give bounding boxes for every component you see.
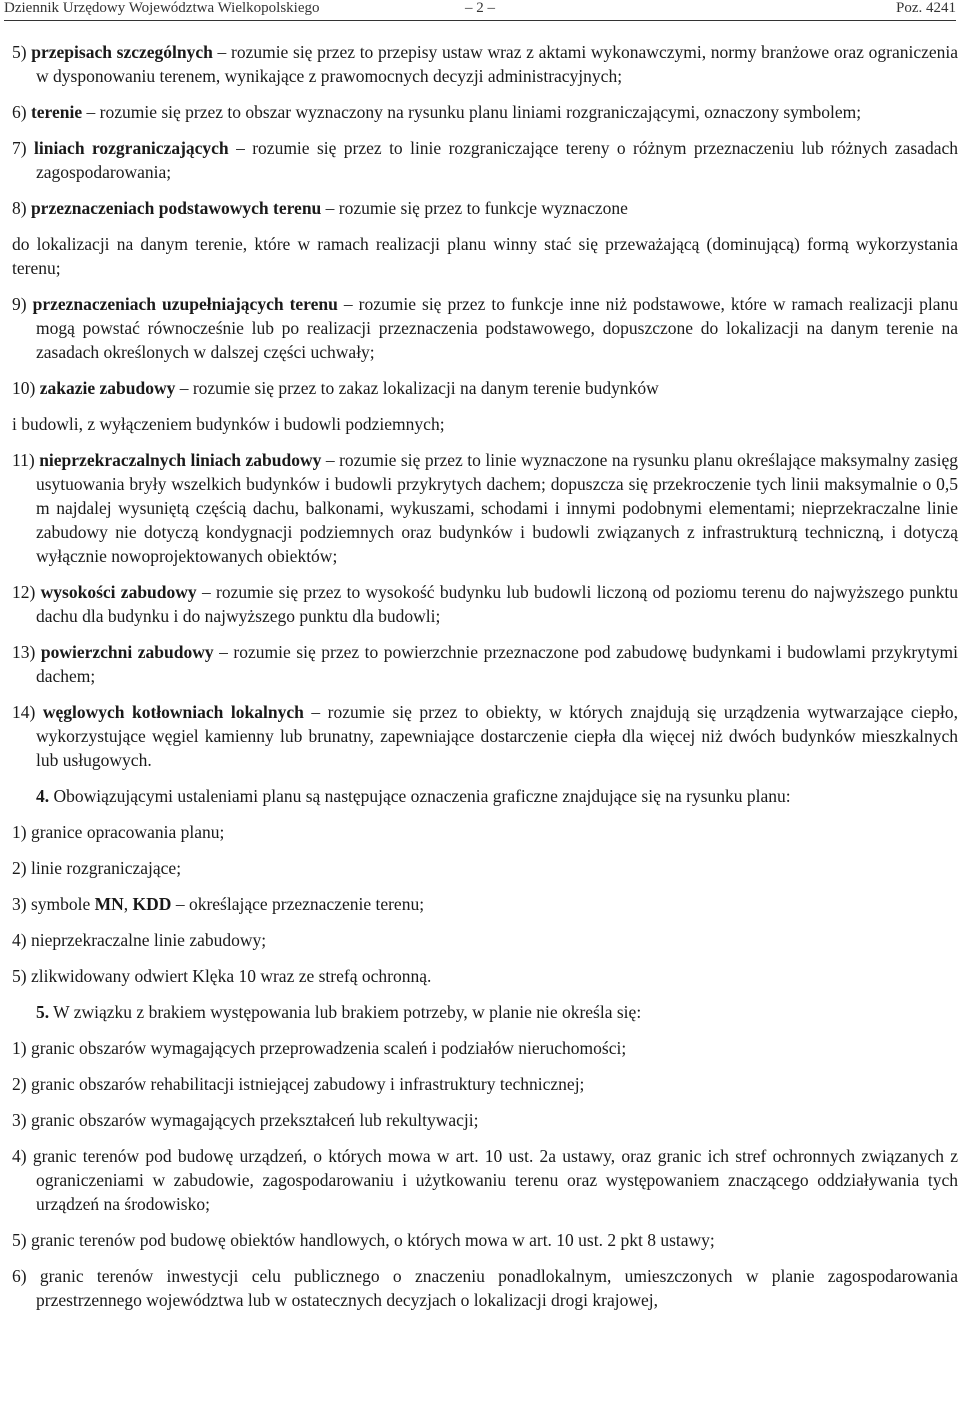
item-number: 3) <box>12 894 27 914</box>
definition-text: – rozumie się przez to funkcje inne niż podstawowe, które w ramach realizacji planu mogą powstać równocześnie lub po realizacji przeznaczenia podstawowego, dopuszczone do lokalizacji na danym terenie na zasadach określonych w dalszej części uchwały; <box>36 294 959 362</box>
document-body <box>12 40 958 1324</box>
definition-term: przepisach szczególnych <box>31 42 213 62</box>
section-4-intro-text: Obowiązującymi ustaleniami planu są następujące oznaczenia graficzne znajdujące się na rysunku planu: <box>49 786 791 806</box>
symbol-kdd: KDD <box>132 894 172 914</box>
item-text: granic obszarów rehabilitacji istniejącej zabudowy i infrastruktury technicznej; <box>30 1074 585 1094</box>
item-text: granic terenów inwestycji celu publicznego o znaczeniu ponadlokalnym, umieszczonych w planie zagospodarowania przestrzennego województwa lub w ostatecznych decyzjach o lokalizacji drogi krajowej, <box>36 1266 958 1310</box>
section-4-intro <box>12 784 958 808</box>
section-5-item <box>12 1144 958 1216</box>
item-number: 5) <box>12 1230 27 1250</box>
section-5-item <box>12 1264 958 1312</box>
journal-title: Dziennik Urzędowy Województwa Wielkopolskiego <box>4 0 320 16</box>
definition-item <box>12 40 958 88</box>
definition-item <box>12 412 958 436</box>
definition-number: 9) <box>12 294 27 314</box>
position-number: Poz. 4241 <box>896 0 956 16</box>
section-5-item <box>12 1108 958 1132</box>
definition-number: 5) <box>12 42 27 62</box>
definition-number: 6) <box>12 102 27 122</box>
section-5-item <box>12 1228 958 1252</box>
section-5-item <box>12 1036 958 1060</box>
item-text-post: – określające przeznaczenie terenu; <box>171 894 425 914</box>
section-4-item <box>12 928 958 952</box>
item-text: granice opracowania planu; <box>30 822 225 842</box>
definition-term: wysokości zabudowy <box>40 582 197 602</box>
definition-text: do lokalizacji na danym terenie, które w ramach realizacji planu winny stać się przeważającą (dominującą) formą wykorzystania terenu; <box>12 234 958 278</box>
definition-number: 12) <box>12 582 36 602</box>
item-text: zlikwidowany odwiert Klęka 10 wraz ze strefą ochronną. <box>30 966 432 986</box>
section-4-item <box>12 856 958 880</box>
definition-text: – rozumie się przez to obiekty, w których znajdują się urządzenia wytwarzające ciepło, wykorzystujące węgiel kamienny lub brunatny, zapewniające dostarczenie ciepła dla więcej niż dwóch budynków mieszkalnych lub usługowych. <box>36 702 959 770</box>
item-number: 1) <box>12 822 27 842</box>
definition-term: zakazie zabudowy <box>39 378 176 398</box>
item-text-sep: , <box>123 894 133 914</box>
definition-text: i budowli, z wyłączeniem budynków i budowli podziemnych; <box>12 414 445 434</box>
definition-term: przeznaczeniach podstawowych terenu <box>30 198 322 218</box>
definition-text: – rozumie się przez to zakaz lokalizacji na danym terenie budynków <box>175 378 659 398</box>
section-4-item <box>12 964 958 988</box>
definition-item <box>12 448 958 568</box>
section-5-item <box>12 1072 958 1096</box>
item-text: nieprzekraczalne linie zabudowy; <box>30 930 267 950</box>
definition-item <box>12 580 958 628</box>
item-number: 4) <box>12 930 27 950</box>
item-text: granic terenów pod budowę urządzeń, o których mowa w art. 10 ust. 2a ustawy, oraz granic ich stref ochronnych związanych z ograniczeniami w zabudowie, zagospodarowaniu i użytkowaniu terenu oraz występowaniem znaczącego oddziaływania tych urządzeń na środowisko; <box>32 1146 958 1214</box>
definition-number: 14) <box>12 702 36 722</box>
page-number: – 2 – <box>465 0 495 16</box>
definition-text: – rozumie się przez to linie wyznaczone na rysunku planu określające maksymalny zasięg usytuowania bryły wszelkich budynków i budowli przykrytych dachem; dopuszcza się przekroczenie tych linii maksymalnie o 0,5 m najdalej wysuniętą częścią dachu, balkonami, wykuszami, schodami i innymi podobnymi elementami; nieprzekraczalne linie zabudowy nie dotyczą kondygnacji podziemnych oraz budynków i budowli związanych z infrastrukturą techniczną, i dotyczą wyłącznie nowoprojektowanych obiektów; <box>36 450 958 566</box>
item-number: 2) <box>12 858 27 878</box>
header-rule <box>4 20 956 21</box>
definition-number: 7) <box>12 138 27 158</box>
item-number: 6) <box>12 1266 27 1286</box>
item-number: 4) <box>12 1146 27 1166</box>
section-4-number: 4. <box>36 786 50 806</box>
definition-term: przeznaczeniach uzupełniających terenu <box>32 294 338 314</box>
item-number: 2) <box>12 1074 27 1094</box>
definition-text: – rozumie się przez to powierzchnie przeznaczone pod zabudowę budynkami i budowlami przykrytymi dachem; <box>36 642 958 686</box>
definition-text: – rozumie się przez to przepisy ustaw wraz z aktami wykonawczymi, normy branżowe oraz ograniczenia w dysponowaniu terenem, wynikające z prawomocnych decyzji administracyjnych; <box>36 42 959 86</box>
definition-term: terenie <box>30 102 83 122</box>
definition-number: 11) <box>12 450 35 470</box>
section-5-number: 5. <box>36 1002 50 1022</box>
definition-term: węglowych kotłowniach lokalnych <box>42 702 304 722</box>
definition-term: nieprzekraczalnych liniach zabudowy <box>39 450 322 470</box>
definition-item <box>12 232 958 280</box>
definitions-list <box>12 40 958 772</box>
definition-text: – rozumie się przez to linie rozgraniczające tereny o różnym przeznaczeniu lub różnych zasadach zagospodarowania; <box>36 138 959 182</box>
definition-term: powierzchni zabudowy <box>40 642 214 662</box>
item-text-pre: symbole <box>30 894 95 914</box>
page-header <box>4 0 956 22</box>
item-number: 1) <box>12 1038 27 1058</box>
section-5-intro <box>12 1000 958 1024</box>
definition-item <box>12 136 958 184</box>
section-4-item <box>12 892 958 916</box>
item-text: granic terenów pod budowę obiektów handlowych, o których mowa w art. 10 ust. 2 pkt 8 ustawy; <box>30 1230 715 1250</box>
section-4-item <box>12 820 958 844</box>
definition-number: 10) <box>12 378 36 398</box>
definition-item <box>12 292 958 364</box>
definition-item <box>12 100 958 124</box>
section-5-items <box>12 1036 958 1312</box>
definition-text: – rozumie się przez to wysokość budynku lub budowli liczoną od poziomu terenu do najwyższego punktu dachu dla budynku i do najwyższego punktu dla budowli; <box>36 582 958 626</box>
definition-text: – rozumie się przez to funkcje wyznaczone <box>321 198 628 218</box>
item-text: granic obszarów wymagających przekształceń lub rekultywacji; <box>30 1110 479 1130</box>
definition-term: liniach rozgraniczających <box>33 138 229 158</box>
definition-number: 13) <box>12 642 36 662</box>
definition-item <box>12 196 958 220</box>
definition-item <box>12 700 958 772</box>
section-5-intro-text: W związku z brakiem występowania lub brakiem potrzeby, w planie nie określa się: <box>49 1002 642 1022</box>
item-number: 3) <box>12 1110 27 1130</box>
definition-number: 8) <box>12 198 27 218</box>
symbol-mn: MN <box>94 894 124 914</box>
item-text: granic obszarów wymagających przeprowadzenia scaleń i podziałów nieruchomości; <box>30 1038 627 1058</box>
definition-item <box>12 640 958 688</box>
section-4-items <box>12 820 958 988</box>
item-number: 5) <box>12 966 27 986</box>
definition-item <box>12 376 958 400</box>
item-text: linie rozgraniczające; <box>30 858 182 878</box>
definition-text: – rozumie się przez to obszar wyznaczony na rysunku planu liniami rozgraniczającymi, oznaczony symbolem; <box>82 102 862 122</box>
